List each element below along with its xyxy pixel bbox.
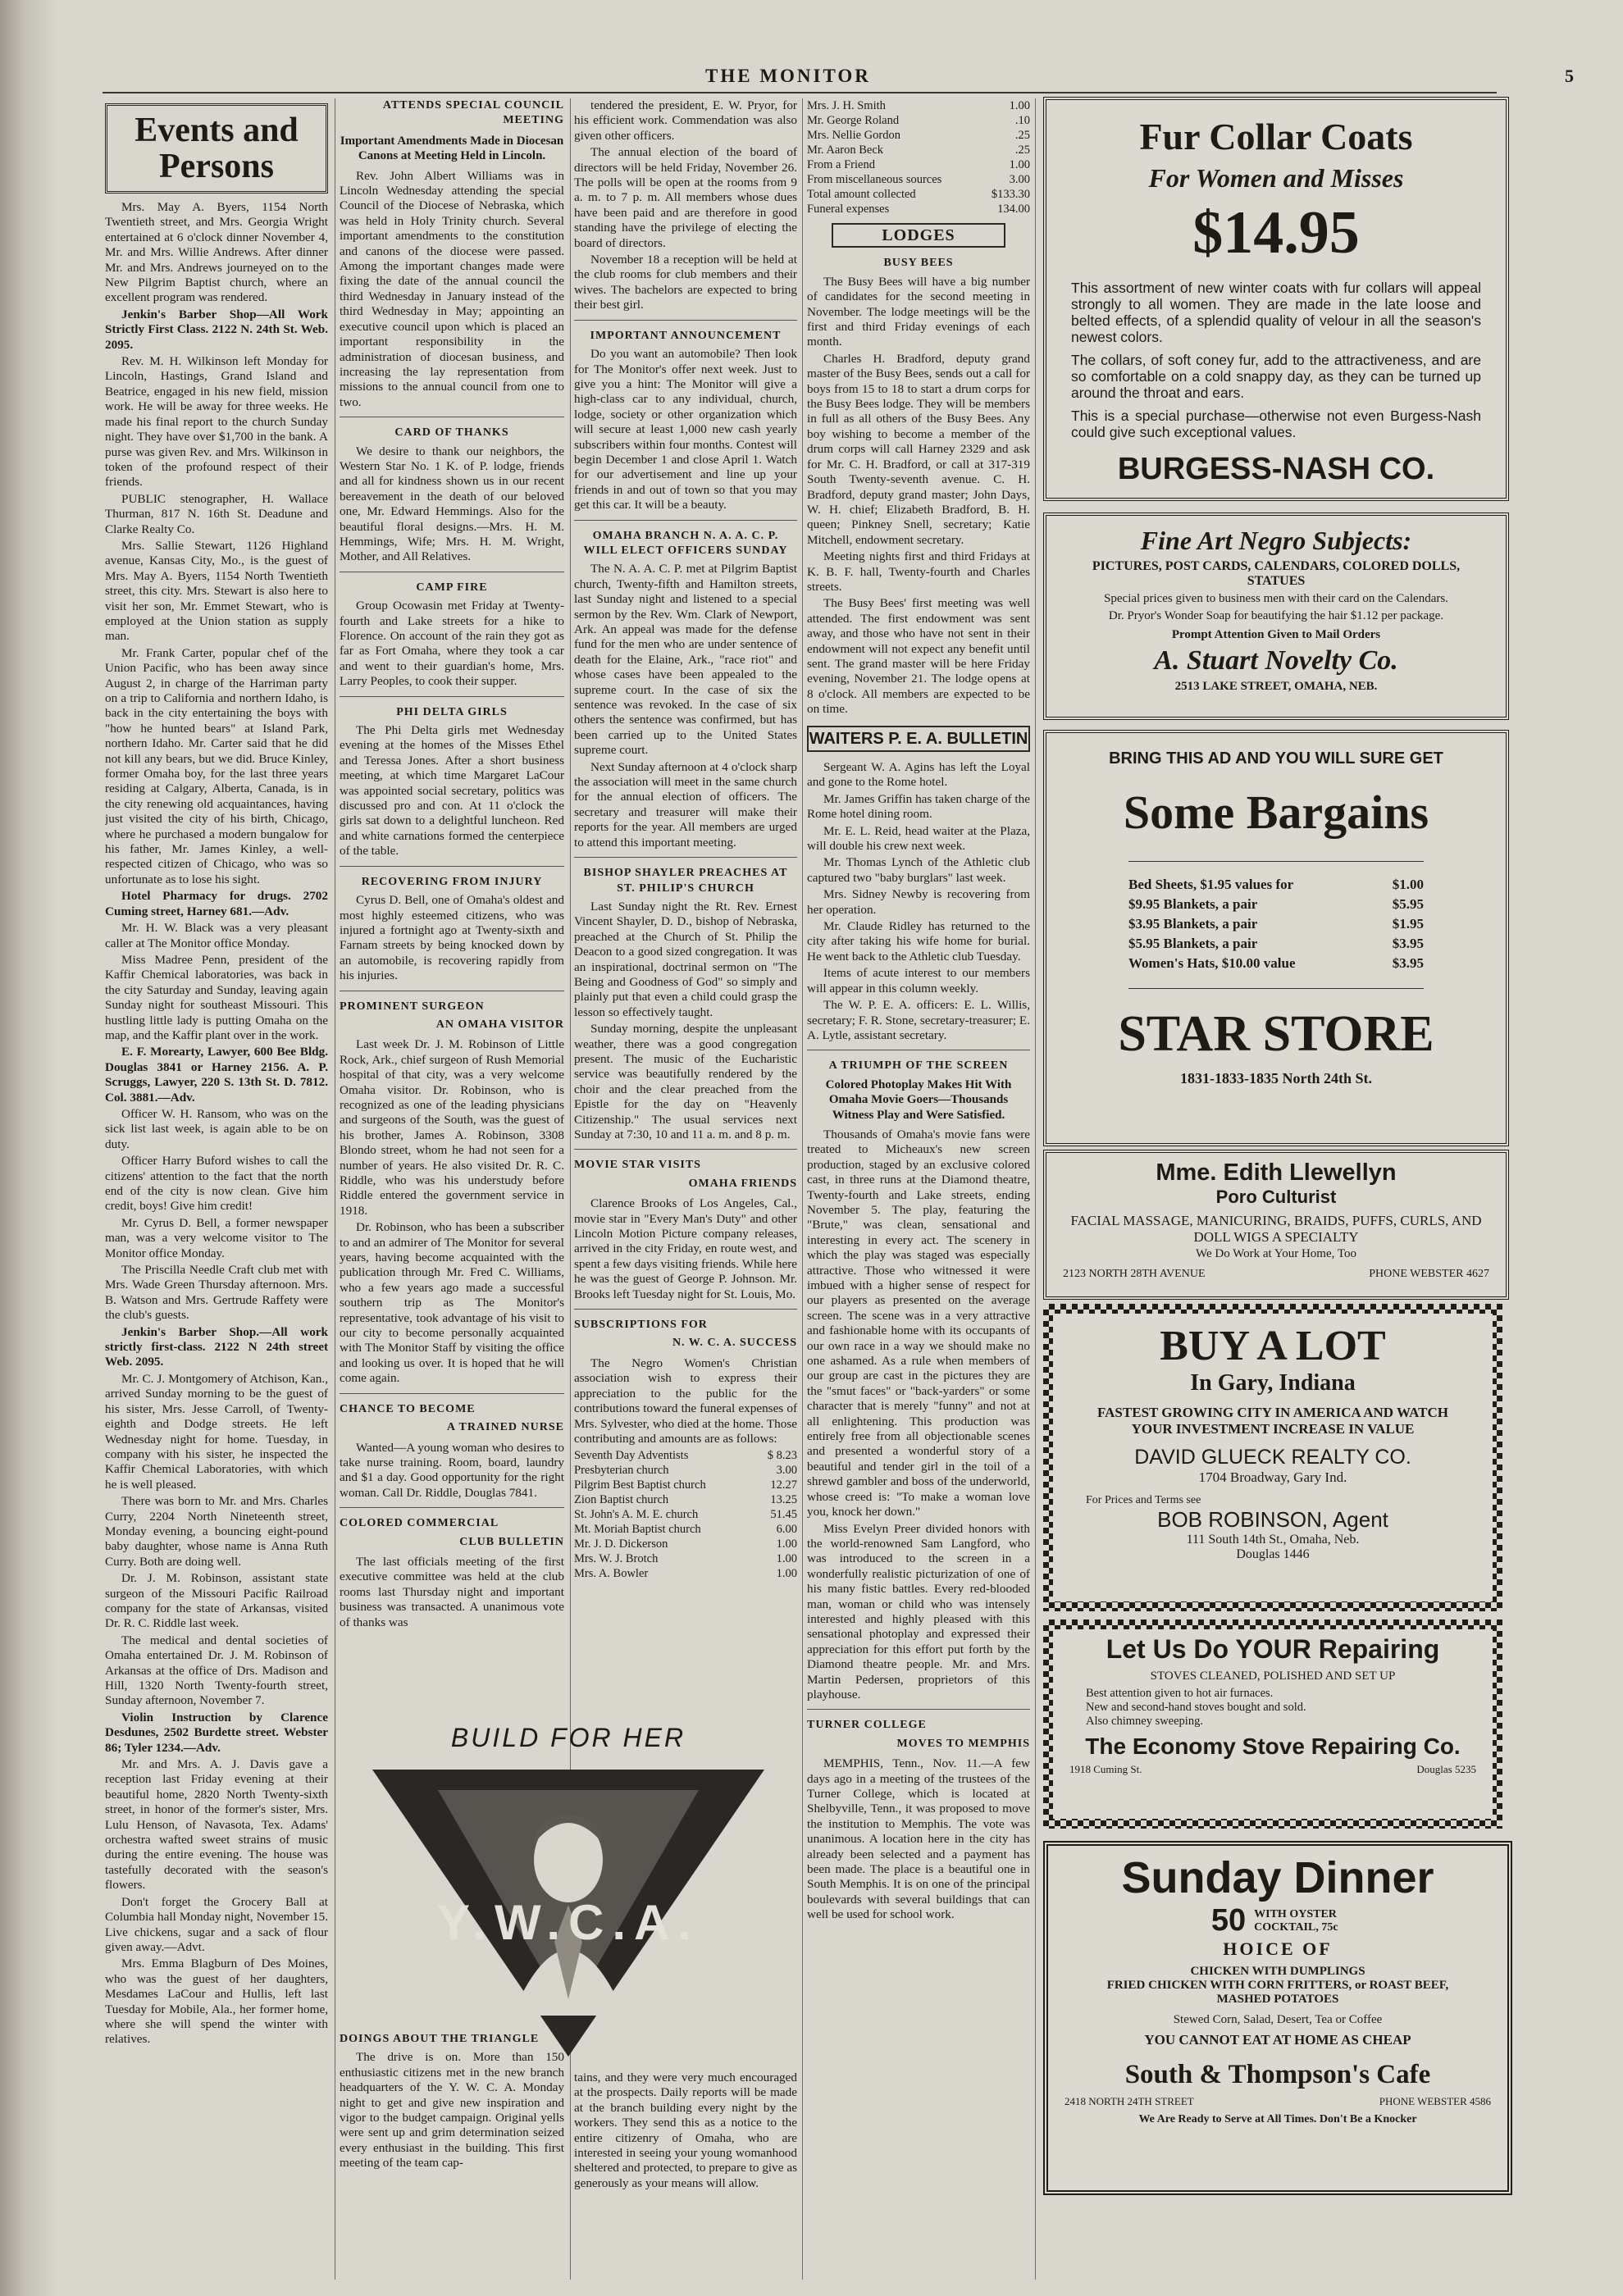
article-body: Cyrus D. Bell, one of Omaha's oldest and most highly esteemed citizens, who was injured a fortnight ago at Twenty-sixth and Farnam streets by being knocked down by an automobile, is recovering rapidly from his injuries. (340, 893, 564, 983)
divider (574, 857, 797, 858)
divider (574, 1309, 797, 1310)
price-row (1128, 954, 1424, 973)
row-amount: $133.30 (991, 188, 1030, 201)
price-row (1128, 914, 1424, 934)
article-body: Group Ocowasin met Friday at Twenty-fourth and Lake streets for a hike to Florence. On account of the rain they got as far as Fort Omaha, where they took a car and went to their guardian's home, Mrs. Larry Peoples, to cook their supper. (340, 599, 564, 689)
news-item: Dr. J. M. Robinson, assistant state surgeon of the Missouri Pacific Railroad company for the state of Arkansas, visited Dr. R. C. Riddle last week. (105, 1571, 328, 1631)
article-title-2: N. W. C. A. SUCCESS (672, 1337, 797, 1350)
ad-subtitle: For Women and Misses (1148, 163, 1404, 193)
news-item: Mr. C. J. Montgomery of Atchison, Kan., arrived Sunday morning to be the guest of his sister, Mrs. Jesse Carroll, of Twenty-eighth and Dodge streets. He left Wednesday night for home. Tuesday, in company with his sister, he inspected the Kaffir Chemical Laboratories, with which he is well pleased. (105, 1371, 328, 1492)
ad-company: The Economy Stove Repairing Co. (1085, 1733, 1461, 1759)
article-title: COLORED COMMERCIAL (340, 1517, 499, 1530)
ywca-title: BUILD FOR HER (450, 1723, 686, 1752)
news-item: Mr. Frank Carter, popular chef of the Union Pacific, who has been away since August 2, in charge of the Harriman party on a trip to California and northern Idaho, is back in the city entertaining the boys with "how he hunted bears" at Island Park, northern Idaho. Mr. Carter said that he did not kill any bears, but we did. Bruce Kinley, former Omaha boy, for the last three years residing at Calgary, Alberta, Canada, is in the city renewing old acquaintances, having just visited the city of his birth, Chicago, where he purchased a modern bungalow for his father, Mr. James Kinley, a well-respected citizen of Chicago, who was so unfortunate as to lose his sight. (105, 645, 328, 886)
ad-contact-row (1065, 2095, 1491, 2108)
table-row (574, 1463, 797, 1478)
article-body: Next Sunday afternoon at 4 o'clock sharp the association will meet in the same church for the annual election of officers. The secretary and treasurer will make their reports for the year. All members are urged to attend this important meeting. (574, 759, 797, 850)
article-body: We desire to thank our neighbors, the Western Star No. 1 K. of P. lodge, friends and all for kindness shown us in our recent bereavement in the death of our beloved one, Mr. Edward Hemmings. Also for the beautiful floral designs.—Mrs. H. M. Hemmings, Wife; Mrs. H. M. Wright, Mother, and All Relatives. (340, 444, 564, 564)
news-item: The medical and dental societies of Omaha entertained Dr. J. M. Robinson of Arkansas at the office of Drs. Madison and Hill, 1320 North Twenty-fourth street, Sunday afternoon, November 7. (105, 1633, 328, 1708)
ad-fur-collar-coats (1043, 97, 1509, 501)
price-item: $9.95 Blankets, a pair (1128, 896, 1258, 912)
ad-phone: PHONE WEBSTER 4627 (1369, 1268, 1489, 1280)
ad-line: Stewed Corn, Salad, Desert, Tea or Coffee (1173, 2013, 1383, 2026)
article-body: tendered the president, E. W. Pryor, for his efficient work. Commendation was also given other officers. (574, 98, 797, 143)
ad-store: STAR STORE (1118, 1006, 1434, 1062)
article-title: PROMINENT SURGEON (340, 1000, 485, 1013)
article-title: CHANCE TO BECOME (340, 1402, 476, 1415)
article-body: The last officials meeting of the first executive committee was held at the club rooms last Thursday night and important business was transacted. A unanimous vote of thanks was (340, 1554, 564, 1629)
row-label: From miscellaneous sources (807, 173, 942, 186)
row-amount: 1.00 (776, 1567, 797, 1581)
row-amount: .25 (1014, 129, 1030, 142)
article-body: The Busy Bees' first meeting was well attended. The first endowment was sent away, and those who have not sent in their endowment will not expect any benefit until sent. The grand master will be here Friday evening, November 21. The lodge opens at 8 o'clock. All members are expected to be on time. (807, 596, 1030, 717)
article-title: A TRIUMPH OF THE SCREEN (828, 1059, 1009, 1073)
divider (807, 1709, 1030, 1710)
ad-line: FRIED CHICKEN WITH CORN FRITTERS, or ROAST BEEF, MASHED POTATOES (1106, 1979, 1449, 2006)
row-label: Mrs. Nellie Gordon (807, 129, 900, 142)
ad-line: FASTEST GROWING CITY IN AMERICA AND WATCH YOUR INVESTMENT INCREASE IN VALUE (1097, 1405, 1448, 1437)
article-body: Do you want an automobile? Then look for The Monitor's offer next week. Just to give you a hint: The Monitor will give a high-class car to any individual, church, lodge, society or other organization which will secure at least 1,000 new cash yearly subscribers within four months. Contest will begin December 1 and close April 1. Watch for our advertisement and line up your friends in and out of town so that you may get this car. It will be a beauty. (574, 347, 797, 512)
news-item: There was born to Mr. and Mrs. Charles Curry, 2204 North Nineteenth street, Monday evening, a bouncing eight-pound baby daughter, whose name is Anna Ruth Curry. Both are doing well. (105, 1494, 328, 1569)
row-label: Mrs. A. Bowler (574, 1567, 649, 1581)
article-body: Dr. Robinson, who has been a subscriber to and an admirer of The Monitor for several years, having become acquainted with the publication through Mr. Fred C. Williams, who a few years ago made a successful southern trip as The Monitor's representative, took advantage of his visit to our city to become personally acquainted with The Monitor Staff by visiting the office and looking us over. It is hoped that he will come again. (340, 1220, 564, 1386)
table-row (574, 1566, 797, 1581)
table-row (574, 1492, 797, 1507)
masthead: THE MONITOR (705, 66, 871, 86)
table-row (807, 172, 1030, 187)
row-label: Mt. Moriah Baptist church (574, 1523, 701, 1537)
row-label: Mr. J. D. Dickerson (574, 1538, 668, 1551)
ad-line: For Prices and Terms see (1086, 1494, 1201, 1506)
ad-inner (1053, 1314, 1493, 1601)
bulletin-item: Mr. E. L. Reid, head waiter at the Plaza, will double his crew next week. (807, 823, 1030, 854)
ad-star-store (1043, 730, 1509, 1146)
lodges-header-box: LODGES (832, 223, 1005, 248)
news-item: Mr. and Mrs. A. J. Davis gave a reception last Friday evening at their beautiful home, 2820 North Twenty-sixth street, in honor of the former's sister, Mrs. Lulu Henson, of Navasota, Tex. Adams' orchestra wafted sweet strains of music during the entire evening. The house was tastefully decorated with the season's flowers. (105, 1757, 328, 1893)
ad-phone: PHONE WEBSTER 4586 (1379, 2095, 1491, 2107)
news-item: Violin Instruction by Clarence Desdunes, 2502 Burdette street. Webster 86; Tyler 1234.—Adv. (105, 1710, 328, 1755)
ywca-ad (340, 1718, 797, 2070)
article-title: BUSY BEES (883, 257, 954, 270)
row-amount: .10 (1014, 114, 1030, 127)
bulletin-item: Mr. Claude Ridley has returned to the city after taking his wife home for burial. He went back to the Athletic club Tuesday. (807, 919, 1030, 963)
article-subhead: Important Amendments Made in Diocesan Canons at Meeting Held in Lincoln. (340, 134, 564, 163)
ad-line: Also chimney sweeping. (1086, 1715, 1203, 1728)
contributions-table (574, 1448, 797, 1581)
row-label: Mrs. W. J. Brotch (574, 1552, 659, 1566)
ad-footer: We Are Ready to Serve at All Times. Don't Be a Knocker (1138, 2113, 1417, 2125)
row-label: St. John's A. M. E. church (574, 1508, 699, 1522)
article-title: SUBSCRIPTIONS FOR (574, 1319, 708, 1332)
ad-title: Let Us Do YOUR Repairing (1106, 1634, 1440, 1664)
bulletin-item: Mrs. Sidney Newby is recovering from her operation. (807, 887, 1030, 917)
ad-line: New and second-hand stoves bought and sold. (1086, 1701, 1306, 1714)
article-title: TURNER COLLEGE (807, 1719, 927, 1732)
ad-sunday-dinner (1043, 1841, 1512, 2195)
article-body: Rev. John Albert Williams was in Lincoln Wednesday attending the special Council of the Diocese of Nebraska, which was held in Holy Trinity church. Several important amendments to the constitution and canons of the diocese were passed. Among the important changes made were fixing the date of the annual council the third Wednesday in January instead of the third Wednesday in May; appointing an executive council upon which is placed an important responsibility in the administration of diocesan business, and increasing the lay representation from missions to the annual council from one to two. (340, 168, 564, 409)
news-item: Mr. H. W. Black was a very pleasant caller at The Monitor office Monday. (105, 921, 328, 950)
ad-price: 50 (1210, 1903, 1247, 1938)
article-body: Meeting nights first and third Fridays at K. B. F. hall, Twenty-fourth and Charles streets. (807, 549, 1030, 594)
divider (574, 520, 797, 521)
divider (574, 320, 797, 321)
row-label: Mrs. J. H. Smith (807, 99, 886, 112)
news-item: Mr. Cyrus D. Bell, a former newspaper man, was a very welcome visitor to The Monitor office Monday. (105, 1215, 328, 1260)
column-rule-3 (802, 98, 803, 2280)
ad-buy-a-lot (1043, 1304, 1502, 1611)
ad-title: Fur Collar Coats (1139, 116, 1413, 157)
price-item: Women's Hats, $10.00 value (1128, 955, 1296, 971)
table-row (807, 98, 1030, 113)
row-amount: 134.00 (997, 203, 1030, 216)
article-body: Clarence Brooks of Los Angeles, Cal., movie star in "Every Man's Duty" and other Lincoln Motion Picture company releases, arrived in the city Friday, en route west, and spent a few days visiting friends. While here he was the guest of George P. Johnson. Mr. Brooks left Tuesday night for St. Louis, Mo. (574, 1196, 797, 1301)
table-row (807, 187, 1030, 202)
ad-address: 1704 Broadway, Gary Ind. (1198, 1469, 1347, 1485)
news-item: Rev. M. H. Wilkinson left Monday for Lincoln, Hastings, Grand Island and Beatrice, engaged in his new field, mission work. He will be away for three weeks. He made his final report to the church Sunday night. They have over $1,700 in the bank. A purse was given Rev. and Mrs. Wilkinson in token of the profound respect of their friends. (105, 354, 328, 490)
divider (340, 1507, 564, 1508)
row-amount: 1.00 (776, 1552, 797, 1566)
article-title: RECOVERING FROM INJURY (361, 875, 543, 888)
ad-price-note: WITH OYSTER COCKTAIL, 75c (1254, 1907, 1338, 1934)
article-title: CAMP FIRE (416, 581, 488, 594)
ad-headline: Some Bargains (1123, 786, 1429, 839)
price-value: $1.00 (1392, 877, 1424, 892)
ad-price: $14.95 (1192, 199, 1360, 266)
bulletin-item: Mr. James Griffin has taken charge of the Rome hotel dining room. (807, 791, 1030, 822)
row-amount: $ 8.23 (767, 1449, 797, 1463)
news-item: Mrs. Emma Blagburn of Des Moines, who was the guest of her daughters, Mesdames LaCour and Hullis, left last Tuesday for Mobile, Ala., her former home, where she will spend the winter with relatives. (105, 1957, 328, 2047)
news-item: Miss Madree Penn, president of the Kaffir Chemical laboratories, was back in the city Saturday and Sunday, leaving again Sunday night for southeast Missouri. This hustling little lady is putting Omaha on the map, and the Kaffir plant over in the work. (105, 952, 328, 1042)
ad-company: DAVID GLUECK REALTY CO. (1134, 1446, 1411, 1469)
table-row (574, 1478, 797, 1492)
article-body: MEMPHIS, Tenn., Nov. 11.—A few days ago in a meeting of the trustees of the Turner College, which is located at Shelbyville, Tenn., it was proposed to move the institution to Memphis. The vote was unanimous. A location here in the city has already been selected and a payment has been made. The place is a beautiful one in South Memphis. It is on one of the principal boulevards with several buildings that can well be used for school work. (807, 1756, 1030, 1922)
row-amount: 1.00 (776, 1538, 797, 1551)
ad-inner (1053, 1629, 1493, 1819)
ywca-letters: Y.W.C.A. (436, 1895, 700, 1950)
table-row (574, 1507, 797, 1522)
row-label: Funeral expenses (807, 203, 890, 216)
table-row (807, 128, 1030, 143)
ad-cafe-name: South & Thompson's Cafe (1124, 2060, 1431, 2089)
article-title-2: MOVES TO MEMPHIS (896, 1737, 1030, 1750)
top-rule (103, 92, 1497, 93)
table-row (807, 113, 1030, 128)
ad-divider (1128, 861, 1424, 862)
article-body: Last week Dr. J. M. Robinson of Little Rock, Ark., chief surgeon of Rush Memorial hospital of that city, was a very welcome Omaha visitor. Dr. Robinson, who is recognized as one of the leading physicians and surgeons of the South, was the guest of his brother, James A. Robinson, 3308 Blondo street, whom he had not seen for a number of years. He also visited Dr. R. C. Riddle, who was his understudy before Riddle entered the government service in 1918. (340, 1037, 564, 1218)
row-amount: 1.00 (1009, 158, 1030, 171)
article-body: Thousands of Omaha's movie fans were treated to Micheaux's new screen production, staged by an exclusive colored cast, in three runs at the Diamond theatre, Twenty-fourth and Lake streets, ending November 5. The play, featuring the "Brute," was clean, sensational and interesting in every act. The scenery in which the play was staged was especially attractive. Those who witnessed it were imbued with a higher sense of respect for our players as presented on the average screen. The scene was in a very attractive and fashionable home with its occupants of our own race in a way we should make no one ashamed. As a rule when members of our group are cast in the pictures they are the "smut faces" or "back-yarders" or some character that is merely "funny" and not at all enlightening. This production was entirely free from all objectionable scenes and presented a wonderful story of a beautiful and tender girl in the toil of a shrewd gambler and boss of the underworld, whose creed is: "To make a woman love you, knock her down." (807, 1127, 1030, 1519)
row-label: Seventh Day Adventists (574, 1449, 689, 1463)
article-title: CARD OF THANKS (394, 426, 509, 440)
ad-edith-llewellyn (1043, 1150, 1509, 1300)
article-body: The N. A. A. C. P. met at Pilgrim Baptist church, Twenty-fifth and Hamilton streets, last Sunday night and listened to a special sermon by the Rev. Wm. Clark of Newport, Ark. An appeal was made for the defense fund for the men who are under sentence of death for the Elaine, Ark., "race riot" and whose cases have been appealed to the supreme court. In the case of six the sentence was revoked. In the case of six others the sentence was confirmed, but has been carried up to the United States supreme court. (574, 562, 797, 758)
article-body: November 18 a reception will be held at the club rooms for club members and their wives. The bachelors are expected to bring their best girl. (574, 253, 797, 312)
ad-address: 2513 LAKE STREET, OMAHA, NEB. (1174, 680, 1378, 693)
ad-line: Dr. Pryor's Wonder Soap for beautifying the hair $1.12 per package. (1108, 609, 1444, 622)
column-rule-4 (1035, 98, 1036, 2280)
ad-title: BUY A LOT (1160, 1323, 1386, 1369)
ad-price-list (1128, 875, 1424, 973)
ad-subtitle: Poro Culturist (1215, 1187, 1337, 1207)
news-item: Hotel Pharmacy for drugs. 2702 Cuming street, Harney 681.—Adv. (105, 889, 328, 918)
news-item: PUBLIC stenographer, H. Wallace Thurman, 817 N. 16th St. Deadune and Clarke Realty Co. (105, 491, 328, 536)
table-row (574, 1448, 797, 1463)
ad-economy-stove (1043, 1620, 1502, 1829)
row-amount: .25 (1014, 144, 1030, 157)
column-events (105, 98, 328, 2280)
table-row (574, 1537, 797, 1551)
price-item: Bed Sheets, $1.95 values for (1128, 877, 1294, 892)
news-item: Officer W. H. Ransom, who was on the sick list last week, is again able to be on duty. (105, 1106, 328, 1151)
row-label: Total amount collected (807, 188, 916, 201)
row-amount: 12.27 (770, 1478, 797, 1492)
article-body: Last Sunday night the Rt. Rev. Ernest Vincent Shayler, D. D., bishop of Nebraska, preached at the Church of St. Philip the Deacon to a good sized congregation. It was an inspirational, doctrinal sermon on "The Being and Goodness of God" so simply and plainly put that even a child could grasp the lesson so effectively taught. (574, 899, 797, 1019)
table-row (807, 143, 1030, 157)
news-item: Jenkin's Barber Shop—All Work Strictly First Class. 2122 N. 24th St. Web. 2095. (105, 307, 328, 352)
ad-store: BURGESS-NASH CO. (1117, 452, 1435, 486)
article-body: The drive is on. More than 150 enthusiastic citizens met in the new branch headquarters of the Y. W. C. A. Monday night to get and give new inspiration and vigor to the budget campaign. Original yells were sent up and grim determination seized every enthusiast in the building. This first meeting of the team cap- (340, 2050, 564, 2171)
article-title-2: A TRAINED NURSE (446, 1421, 564, 1434)
bulletin-item: Mr. Thomas Lynch of the Athletic club captured two "baby burglars" last week. (807, 855, 1030, 885)
ad-line: We Do Work at Your Home, Too (1196, 1247, 1356, 1260)
ad-line: Prompt Attention Given to Mail Orders (1171, 628, 1381, 641)
news-item: The Priscilla Needle Craft club met with Mrs. Wade Green Thursday afternoon. Mrs. B. Watson and Mrs. Gertrude Raffety were the club's guests. (105, 1263, 328, 1323)
article-title: PHI DELTA GIRLS (396, 705, 508, 718)
price-value: $5.95 (1392, 896, 1424, 912)
table-row (807, 157, 1030, 172)
table-row (574, 1522, 797, 1537)
ad-agent: BOB ROBINSON, Agent (1157, 1507, 1388, 1532)
ad-subtitle: In Gary, Indiana (1190, 1370, 1356, 1396)
article-body: The annual election of the board of directors will be held Friday, November 26. The polls will be open at the rooms from 9 a. m. to 7 p. m. All members whose dues have been paid and are therefore in good standing have the privilege of electing the board of directors. (574, 145, 797, 250)
table-row (574, 1551, 797, 1566)
row-amount: 3.00 (776, 1464, 797, 1478)
ad-address: 2418 NORTH 24TH STREET (1065, 2095, 1194, 2107)
news-item: Don't forget the Grocery Ball at Columbia hall Monday night, November 15. Live chickens, sugar and a sack of flour given away.—Advt. (105, 1894, 328, 1954)
ad-price-row (1048, 1903, 1507, 1938)
bulletin-item: Sergeant W. A. Agins has left the Loyal and gone to the Rome hotel. (807, 760, 1030, 790)
ad-address: 1918 Cuming St. (1069, 1763, 1142, 1775)
events-paragraphs (105, 200, 328, 2048)
contributions-table-continued (807, 98, 1030, 216)
row-amount: 51.45 (770, 1508, 797, 1522)
row-amount: 1.00 (1009, 99, 1030, 112)
ad-fine-art-negro-subjects (1043, 512, 1509, 720)
price-row (1128, 895, 1424, 914)
ad-phone: Douglas 1446 (1236, 1547, 1310, 1561)
article-body: The Busy Bees will have a big number of candidates for the second meeting in November. The lodge meetings will be the first and third Friday evenings of each month. (807, 274, 1030, 349)
row-amount: 3.00 (1009, 173, 1030, 186)
ad-title: Mme. Edith Llewellyn (1156, 1159, 1397, 1186)
page-number: 5 (1565, 66, 1574, 86)
news-item: Officer Harry Buford wishes to call the citizens' attention to the fact that the north end of the city is now clean. Give him credit, boys! Give him credit! (105, 1154, 328, 1214)
ad-store: A. Stuart Novelty Co. (1154, 645, 1398, 676)
news-item: Mrs. May A. Byers, 1154 North Twentieth street, and Mrs. Georgia Wright entertained at 6 o'clock dinner November 4, Mr. and Mrs. Willie Andrews. After dinner Mr. and Mrs. Andrews journeyed on to the New Pilgrim Baptist church, where an excellent program was rendered. (105, 200, 328, 305)
ad-line: STOVES CLEANED, POLISHED AND SET UP (1150, 1670, 1396, 1683)
ad-divider (1128, 988, 1424, 989)
bulletin-item: The W. P. E. A. officers: E. L. Willis, secretary; F. R. Stone, secretary-treasurer; E. A. Lytle, assistant secretary. (807, 998, 1030, 1042)
divider (340, 696, 564, 697)
row-label: Presbyterian church (574, 1464, 669, 1478)
article-title: MOVIE STAR VISITS (574, 1159, 701, 1172)
article-body: Charles H. Bradford, deputy grand master of the Busy Bees, sends out a call for boys from 15 to 18 to start a drum corps for the Busy Bees lodge. They will be members in full as all others of the Busy Bees. Any boy wishing to become a member of the drum corps will call Harney 2329 and ask for Mr. C. H. Bradford, or call at 317-319 South Twenty-seventh avenue. C. H. Bradford, deputy grand master; John Days, W. H. chief; Elizabeth Bradford, B. H. queen; Pinkney Snell, secretary; Katie Mitchell, endowment secretary. (807, 351, 1030, 547)
table-row (807, 202, 1030, 216)
ad-body: This assortment of new winter coats with fur collars will appeal strongly to all women. They are made in the late loose and belted effects, of a splendid quality of velour in all the season's newest colors. (1071, 280, 1481, 345)
ad-line: CHICKEN WITH DUMPLINGS (1190, 1965, 1365, 1978)
price-value: $3.95 (1392, 936, 1424, 951)
article-body: The Phi Delta girls met Wednesday evening at the homes of the Misses Ethel and Teressa Jones. After a short business meeting, at which time Margaret LaCour was appointed social secretary, politics was discussed pro and con. At 11 o'clock the girls sat down to a delightful luncheon. Red and white carnations formed the centerpiece of the table. (340, 723, 564, 859)
article-title-2: OMAHA FRIENDS (688, 1177, 797, 1190)
row-label: From a Friend (807, 158, 875, 171)
price-value: $3.95 (1392, 955, 1424, 971)
waiters-items (807, 760, 1030, 1043)
row-label: Zion Baptist church (574, 1493, 669, 1507)
article-title: ATTENDS SPECIAL COUNCIL MEETING (382, 99, 564, 127)
ad-top-line: BRING THIS AD AND YOU WILL SURE GET (1109, 749, 1443, 768)
ad-contact-row (1063, 1268, 1489, 1281)
article-body: Wanted—A young woman who desires to take nurse training. Room, board, laundry and $1 a day. Good opportunity for the right woman. Call Dr. Riddle, Douglas 7841. (340, 1440, 564, 1500)
page-edge-shadow (0, 0, 57, 2296)
events-header-box: Events and Persons (105, 103, 328, 194)
row-label: Pilgrim Best Baptist church (574, 1478, 706, 1492)
article-body: Sunday morning, despite the unpleasant weather, there was a good congregation present. The music of the Eucharistic service was beautifully rendered by the choir and the clear preached from the Epistle for the day on "Heavenly Citizenship." The usual services next Sunday at 7:30, 10 and 11 a. m. and 8 p. m. (574, 1022, 797, 1141)
price-value: $1.95 (1392, 916, 1424, 932)
divider (574, 1149, 797, 1150)
ad-line: Special prices given to business men with their card on the Calendars. (1104, 592, 1448, 605)
ad-phone: Douglas 5235 (1416, 1763, 1476, 1775)
news-item: Jenkin's Barber Shop.—All work strictly first-class. 2122 N 24th street Web. 2095. (105, 1324, 328, 1369)
row-label: Mr. Aaron Beck (807, 144, 884, 157)
ad-address: 1831-1833-1835 North 24th St. (1180, 1070, 1372, 1086)
ad-choice-header: HOICE OF (1223, 1938, 1333, 1959)
ad-title: Sunday Dinner (1121, 1853, 1434, 1902)
ad-title: Fine Art Negro Subjects: (1140, 526, 1412, 555)
ad-address: 2123 NORTH 28TH AVENUE (1063, 1268, 1206, 1280)
news-item: Mrs. Sallie Stewart, 1126 Highland avenue, Kansas City, Mo., is the guest of Mrs. May A. Byers, 1154 North Twentieth street, this city. Mrs. Stewart is also here to visit her son, Mr. Emmet Stewart, who is employed at the Union station as supply man. (105, 538, 328, 644)
column-3-bottom (574, 2070, 797, 2234)
divider (340, 1393, 564, 1394)
ad-services: FACIAL MASSAGE, MANICURING, BRAIDS, PUFFS, CURLS, AND DOLL WIGS A SPECIALTY (1070, 1213, 1482, 1245)
waiters-header-box: WAITERS P. E. A. BULLETIN (807, 726, 1030, 752)
article-body: tains, and they were very much encouraged at the prospects. Daily reports will be made at the branch building every night by the workers. They send this as a notice to the entire citizenry of Omaha, who are interested in seeing your young womanhood sheltered and protected, to prepare to give as generously as your means will allow. (574, 2070, 797, 2190)
price-item: $5.95 Blankets, a pair (1128, 936, 1258, 951)
article-title-2: CLUB BULLETIN (459, 1535, 564, 1548)
article-title: DOINGS ABOUT THE TRIANGLE (340, 2032, 540, 2045)
article-title: BISHOP SHAYLER PREACHES AT ST. PHILIP'S CHURCH (583, 867, 788, 895)
price-item: $3.95 Blankets, a pair (1128, 916, 1258, 932)
column-4 (807, 98, 1030, 2280)
ad-contact-row (1069, 1763, 1476, 1776)
ad-line: PICTURES, POST CARDS, CALENDARS, COLORED DOLLS, STATUES (1092, 559, 1461, 588)
article-body: The Negro Women's Christian association wish to express their appreciation to the public for the contributions toward the funeral expenses of Mrs. Sylvester, who died at the home. Those contributing and amounts are as follows: (574, 1355, 797, 1446)
article-title: IMPORTANT ANNOUNCEMENT (590, 329, 782, 342)
price-row (1128, 875, 1424, 895)
article-title-2: AN OMAHA VISITOR (435, 1018, 564, 1031)
ad-line: Best attention given to hot air furnaces. (1086, 1687, 1274, 1700)
price-row (1128, 934, 1424, 954)
bulletin-item: Items of acute interest to our members will appear in this column weekly. (807, 966, 1030, 995)
news-item: E. F. Morearty, Lawyer, 600 Bee Bldg. Douglas 3841 or Harney 2156. A. P. Scruggs, Lawyer, 220 S. 13th St. D. 7812. Col. 3881.—Adv. (105, 1045, 328, 1105)
ad-body: The collars, of soft coney fur, add to the attractiveness, and are so comfortable on a cold snappy day, as they can be turned up around the throat and ears. (1071, 352, 1481, 401)
row-label: Mr. George Roland (807, 114, 900, 127)
row-amount: 13.25 (770, 1493, 797, 1507)
divider (340, 866, 564, 867)
ad-line: YOU CANNOT EAT AT HOME AS CHEAP (1144, 2032, 1411, 2048)
article-title: OMAHA BRANCH N. A. A. C. P. WILL ELECT OFFICERS SUNDAY (583, 529, 788, 557)
row-amount: 6.00 (776, 1523, 797, 1537)
article-subhead: Colored Photoplay Makes Hit With Omaha Movie Goers—Thousands Witness Play and Were Satisfied. (825, 1077, 1012, 1122)
article-body: Miss Evelyn Preer divided honors with the world-renowned Sam Langford, who was introduced to the screen in a wonderfully realistic picturization of one of his many fistic battles. Every red-blooded man, woman or child who was intensely interested and highly pleased with this sensational photoplay and expressed their appreciation for this effort put forth by the Diamond theatre people. Mr. and Mrs. Martin Pedersen, proprietors of this playhouse. (807, 1521, 1030, 1702)
ad-address: 111 South 14th St., Omaha, Neb. (1186, 1533, 1360, 1547)
ad-body: This is a special purchase—otherwise not even Burgess-Nash could give such exceptional values. (1071, 408, 1481, 440)
